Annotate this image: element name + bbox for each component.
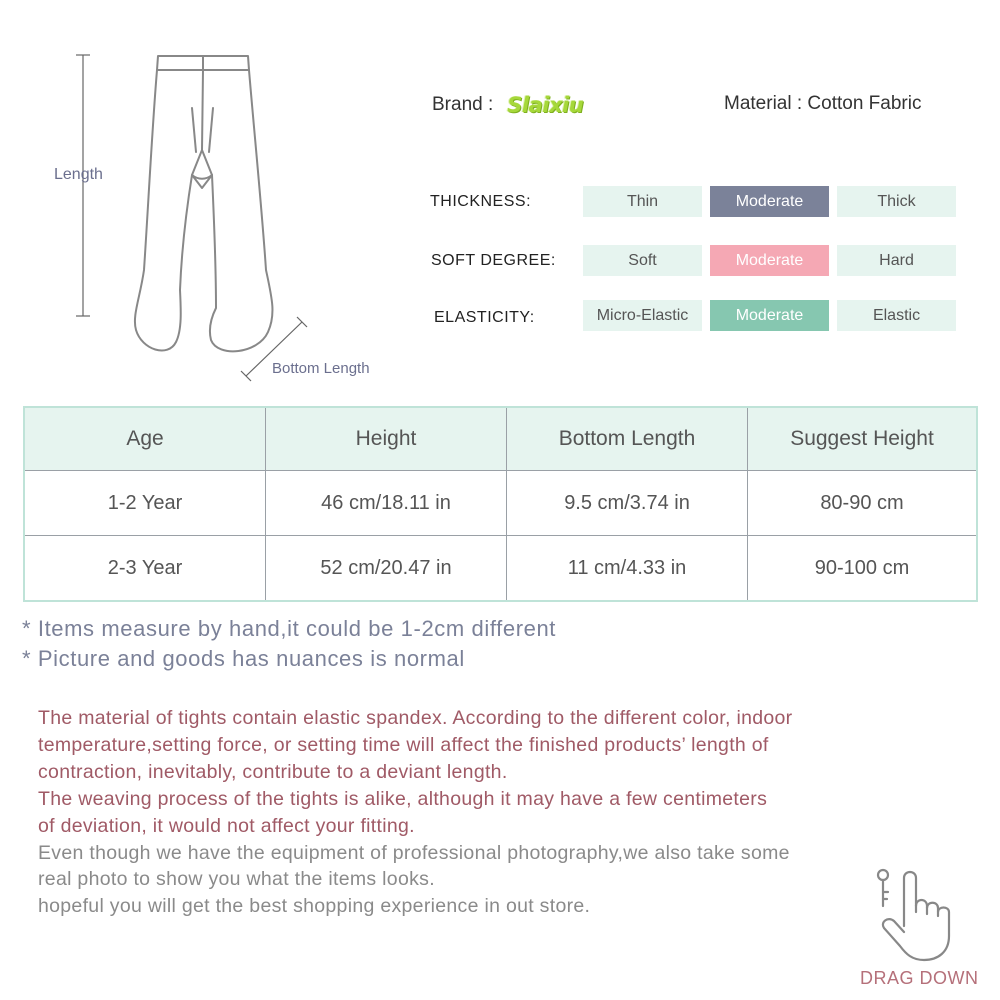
header-suggest-height: Suggest Height xyxy=(748,407,978,471)
header-age: Age xyxy=(24,407,266,471)
paragraph-gray-line: real photo to show you what the items looks. xyxy=(38,868,435,890)
table-row xyxy=(24,471,977,536)
elasticity-option-elastic: Elastic xyxy=(837,300,956,331)
paragraph-red-line: temperature,setting force, or setting time will affect the finished products’ length of xyxy=(38,734,769,756)
paragraph-red-line: The material of tights contain elastic spandex. According to the different color, indoor xyxy=(38,707,793,729)
soft-option-moderate: Moderate xyxy=(710,245,829,276)
length-dimension-line xyxy=(76,55,90,316)
header-height: Height xyxy=(266,407,507,471)
tights-outline-icon xyxy=(135,56,273,351)
paragraph-gray-line: hopeful you will get the best shopping experience in out store. xyxy=(38,895,591,917)
elasticity-option-micro-elastic: Micro-Elastic xyxy=(583,300,702,331)
thickness-option-thin: Thin xyxy=(583,186,702,217)
table-cell: 1-2 Year xyxy=(24,471,266,536)
thickness-label: THICKNESS: xyxy=(430,193,532,210)
table-cell: 9.5 cm/3.74 in xyxy=(507,471,748,536)
paragraph-red-line: of deviation, it would not affect your fitting. xyxy=(38,815,415,837)
thickness-option-thick: Thick xyxy=(837,186,956,217)
table-cell: 11 cm/4.33 in xyxy=(507,536,748,602)
paragraph-red-line: The weaving process of the tights is alike, although it may have a few centimeters xyxy=(38,788,768,810)
material-info: Material : Cotton Fabric xyxy=(724,93,922,114)
note-nuances: * Picture and goods has nuances is normal xyxy=(22,646,465,671)
tights-illustration xyxy=(40,40,400,390)
paragraph-gray-line: Even though we have the equipment of professional photography,we also take some xyxy=(38,842,790,864)
table-cell: 2-3 Year xyxy=(24,536,266,602)
paragraph-red-line: contraction, inevitably, contribute to a deviant length. xyxy=(38,761,508,783)
elasticity-label: ELASTICITY: xyxy=(434,309,535,326)
table-cell: 46 cm/18.11 in xyxy=(266,471,507,536)
length-label: Length xyxy=(54,166,103,183)
table-cell: 52 cm/20.47 in xyxy=(266,536,507,602)
elasticity-option-moderate: Moderate xyxy=(710,300,829,331)
hand-pointer-icon xyxy=(870,866,970,966)
size-table xyxy=(23,406,978,602)
table-header-row xyxy=(24,407,977,471)
brand-row xyxy=(432,93,583,117)
drag-down-label: DRAG DOWN xyxy=(860,968,979,988)
soft-option-hard: Hard xyxy=(837,245,956,276)
thickness-option-moderate: Moderate xyxy=(710,186,829,217)
soft-degree-label: SOFT DEGREE: xyxy=(431,252,556,269)
table-row xyxy=(24,536,977,602)
brand-logo: Slaixiu xyxy=(507,93,584,117)
note-measure: * Items measure by hand,it could be 1-2cm different xyxy=(22,616,557,641)
soft-option-soft: Soft xyxy=(583,245,702,276)
table-cell: 80-90 cm xyxy=(748,471,978,536)
table-cell: 90-100 cm xyxy=(748,536,978,602)
bottom-length-label: Bottom Length xyxy=(272,360,370,377)
header-bottom-length: Bottom Length xyxy=(507,407,748,471)
brand-label: Brand : xyxy=(432,94,494,115)
